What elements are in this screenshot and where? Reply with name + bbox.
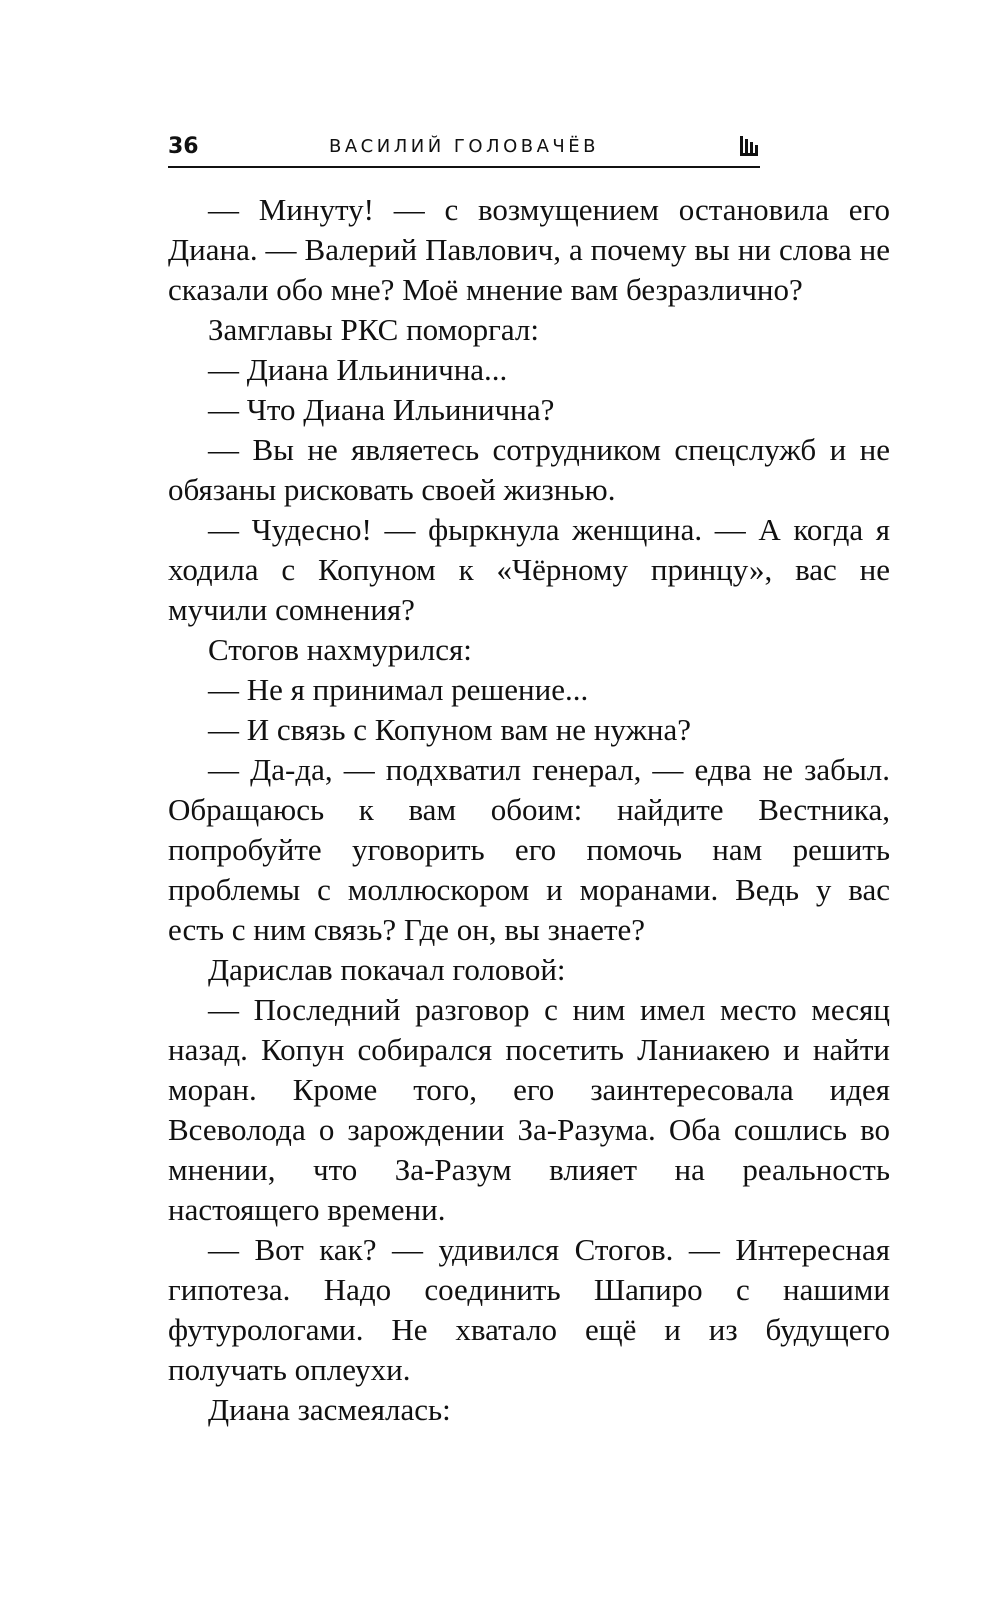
page-header [168,134,760,168]
paragraph: — Диана Ильинична... [208,352,508,387]
body-text [168,190,890,1430]
publisher-logo-icon [740,136,760,156]
paragraph: — Что Диана Ильинична? [208,392,555,427]
paragraph: — Последний разговор с ним имел место месяц назад. Копун собирался посетить Ланиакею и найти моран. Кроме того, его заинтересовала идея Всеволода о зарождении За-Разума. Оба сошлись во мнении, что За-Разум влияет на реальность настоящего времени. [168,992,890,1227]
running-head-author: ВАСИЛИЙ ГОЛОВАЧЁВ [329,136,599,157]
paragraph: Диана засмеялась: [208,1392,451,1427]
paragraph: — Вот как? — удивился Стогов. — Интересная гипотеза. Надо соединить Шапиро с нашими футурологами. Не хватало ещё и из будущего получать оплеухи. [168,1232,890,1387]
paragraph: — Вы не являетесь сотрудником спецслужб и не обязаны рисковать своей жизнью. [168,432,890,507]
paragraph: — Не я принимал решение... [208,672,589,707]
paragraph: Стогов нахмурился: [208,632,472,667]
page-number: 36 [168,134,199,159]
paragraph: — И связь с Копуном вам не нужна? [208,712,692,747]
paragraph: — Чудесно! — фыркнула женщина. — А когда я ходила с Копуном к «Чёрному принцу», вас не мучили сомнения? [168,512,890,627]
paragraph: Замглавы РКС поморгал: [208,312,540,347]
paragraph: — Минуту! — с возмущением остановила его Диана. — Валерий Павлович, а почему вы ни слова не сказали обо мне? Моё мнение вам безразлично? [168,192,890,307]
paragraph: Дарислав покачал головой: [208,952,566,987]
paragraph: — Да-да, — подхватил генерал, — едва не забыл. Обращаюсь к вам обоим: найдите Вестника, попробуйте уговорить его помочь нам решить проблемы с моллюскором и моранами. Ведь у вас есть с ним связь? Где он, вы знаете? [168,752,890,947]
